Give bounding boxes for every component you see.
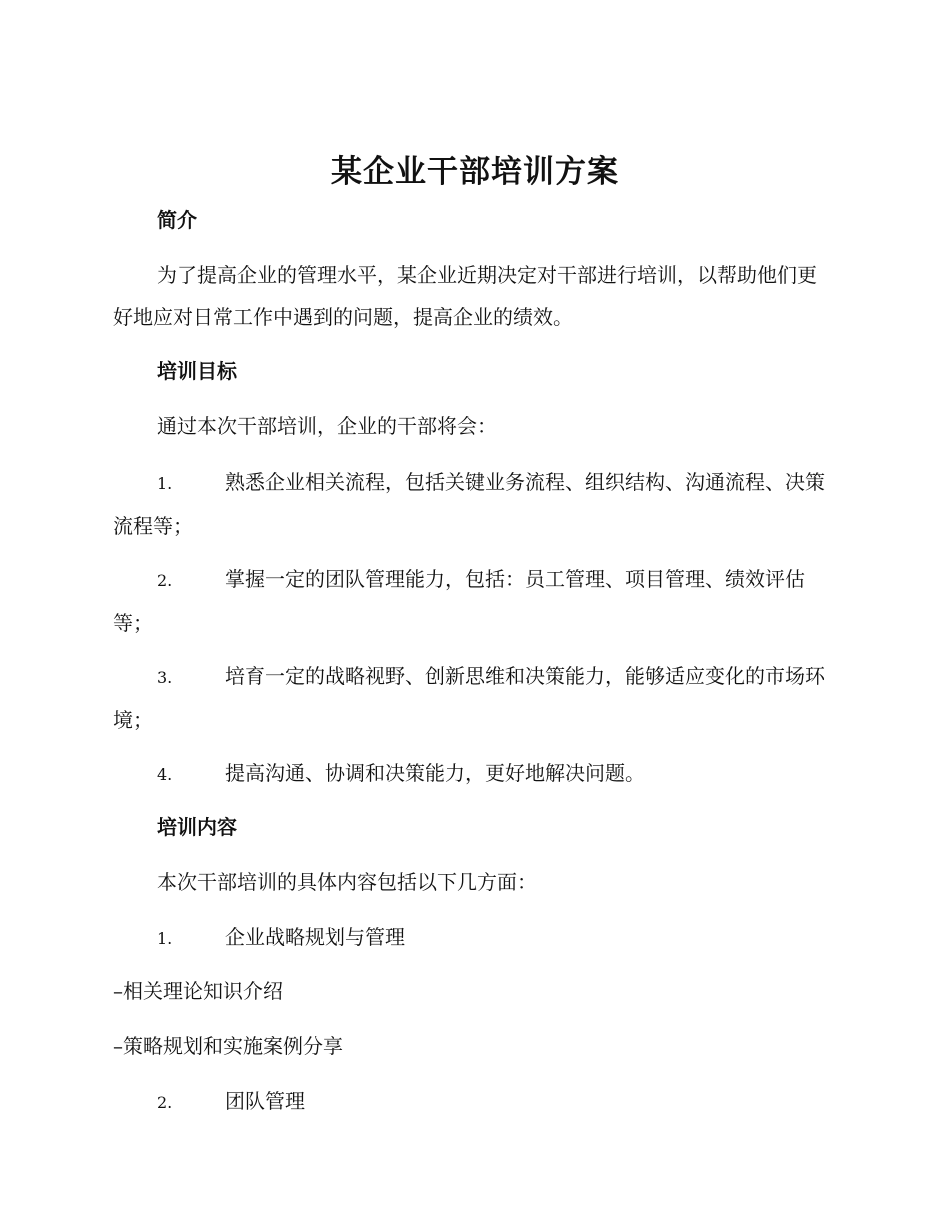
- goal-list-item: [113, 461, 833, 547]
- content-subitem: –策略规划和实施案例分享: [113, 1034, 343, 1058]
- list-item-text: 企业战略规划与管理: [225, 925, 405, 949]
- content-subitem: –相关理论知识介绍: [113, 979, 283, 1003]
- content-list-item: [113, 1080, 833, 1124]
- list-item-text: 提高沟通、协调和决策能力，更好地解决问题。: [225, 761, 645, 785]
- list-item-number: 3.: [157, 668, 173, 687]
- list-item-number: 1.: [157, 929, 173, 948]
- goal-list-item: [113, 558, 833, 644]
- list-item-text: 团队管理: [225, 1089, 305, 1113]
- content-list-item: [113, 916, 833, 960]
- list-item-number: 2.: [157, 571, 173, 590]
- list-item-number: 2.: [157, 1093, 173, 1112]
- goal-list-item: [113, 752, 833, 796]
- section-heading-goals: 培训目标: [157, 359, 237, 383]
- list-item-number: 1.: [157, 474, 173, 493]
- list-item-text: 熟悉企业相关流程，包括关键业务流程、组织结构、沟通流程、决策流程等；: [113, 470, 825, 538]
- list-item-text: 培育一定的战略视野、创新思维和决策能力，能够适应变化的市场环境；: [113, 664, 825, 732]
- goals-lead-text: 通过本次干部培训，企业的干部将会：: [157, 414, 497, 438]
- list-item-text: 掌握一定的团队管理能力，包括：员工管理、项目管理、绩效评估等；: [113, 567, 805, 635]
- document-title: 某企业干部培训方案: [331, 154, 619, 190]
- list-item-number: 4.: [157, 765, 173, 784]
- section-heading-intro: 简介: [157, 208, 197, 232]
- goal-list-item: [113, 655, 833, 741]
- intro-paragraph: 为了提高企业的管理水平，某企业近期决定对干部进行培训，以帮助他们更好地应对日常工作中遇到的问题，提高企业的绩效。: [113, 263, 817, 329]
- content-lead-text: 本次干部培训的具体内容包括以下几方面：: [157, 870, 537, 894]
- section-heading-content: 培训内容: [157, 815, 237, 839]
